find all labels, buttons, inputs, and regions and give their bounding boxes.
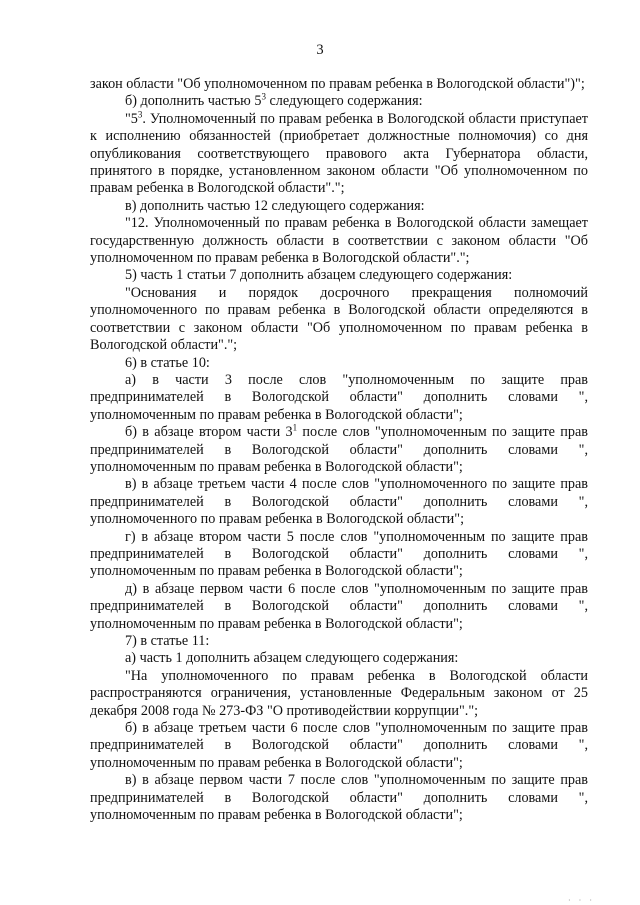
paragraph-text: следующего содержания: bbox=[265, 93, 423, 110]
paragraph: б) в абзаце третьем части 6 после слов "уполномоченным по защите прав предпринимателей в Вологодской области" дополнить словами ", уполномоченным по правам ребенка в Вологодской области"; bbox=[90, 720, 588, 771]
paragraph: 5) часть 1 статьи 7 дополнить абзацем следующего содержания: bbox=[125, 267, 513, 284]
paragraph: в) дополнить частью 12 следующего содержания: bbox=[125, 197, 425, 214]
paragraph: д) в абзаце первом части 6 после слов "уполномоченным по защите прав предпринимателей в Вологодской области" дополнить словами ", уполномоченным по правам ребенка в Вологодской области"; bbox=[90, 580, 588, 632]
paragraph-text: б) дополнить частью 5 bbox=[125, 93, 262, 110]
paragraph: 6) в статье 10: bbox=[125, 354, 210, 371]
paragraph bbox=[90, 111, 588, 198]
document-body bbox=[90, 76, 588, 824]
superscript: 3 bbox=[261, 91, 266, 102]
page-number: 3 bbox=[316, 42, 324, 58]
paragraph: в) в абзаце первом части 7 после слов "уполномоченным по защите прав предпринимателей в Вологодской области" дополнить словами ", уполномоченным по правам ребенка в Вологодской области"; bbox=[90, 772, 588, 824]
paragraph: "На уполномоченного по правам ребенка в Вологодской области распространяются ограничения, установленные Федеральным законом от 25 декабря 2008 года № 273-ФЗ "О противодействии коррупции"."; bbox=[90, 667, 588, 719]
paragraph bbox=[90, 424, 588, 476]
paragraph-text: . Уполномоченный по правам ребенка в Вологодской области приступает к исполнению обязанностей (приобретает должностные полномочия) со дня опубликования соответствующего правового акта Губернатора области, принятого в порядке, установленном законом области "Об уполномоченном по правам ребенка в Вологодской области"."; bbox=[90, 110, 588, 197]
paragraph: г) в абзаце втором части 5 после слов "уполномоченным по защите прав предпринимателей в Вологодской области" дополнить словами ", уполномоченным по правам ребенка в Вологодской области"; bbox=[90, 528, 588, 580]
paragraph: в) в абзаце третьем части 4 после слов "уполномоченного по защите прав предпринимателей в Вологодской области" дополнить словами ", уполномоченного по правам ребенка в Вологодской области"; bbox=[90, 476, 588, 528]
paragraph-text: после слов "уполномоченным по защите прав предпринимателей в Вологодской области" дополнить словами ", уполномоченным по правам ребенка в Вологодской области"; bbox=[90, 424, 588, 475]
paragraph: 7) в статье 11: bbox=[125, 633, 210, 649]
superscript: 1 bbox=[292, 422, 298, 433]
paragraph: "Основания и порядок досрочного прекращения полномочий уполномоченного по правам ребенка в Вологодской области определяются в соответствии с законом области "Об уполномоченном по правам ребенка в Вологодской области"."; bbox=[90, 284, 588, 354]
paragraph: закон области "Об уполномоченном по правам ребенка в Вологодской области")"; bbox=[90, 76, 585, 92]
paragraph bbox=[90, 93, 588, 110]
superscript: 3 bbox=[137, 109, 143, 120]
paragraph-text: "5 bbox=[125, 110, 138, 127]
paragraph: а) в части 3 после слов "уполномоченным по защите прав предпринимателей в Вологодской области" дополнить словами ", уполномоченным по правам ребенка в Вологодской области"; bbox=[90, 371, 588, 423]
paragraph: а) часть 1 дополнить абзацем следующего содержания: bbox=[125, 650, 459, 667]
scan-mark: · · · bbox=[568, 896, 595, 905]
paragraph-text: б) в абзаце втором части 3 bbox=[125, 424, 293, 441]
paragraph: "12. Уполномоченный по правам ребенка в Вологодской области замещает государственную должность области в соответствии с законом области "Об уполномоченном по правам ребенка в Вологодской области"."; bbox=[90, 215, 588, 267]
